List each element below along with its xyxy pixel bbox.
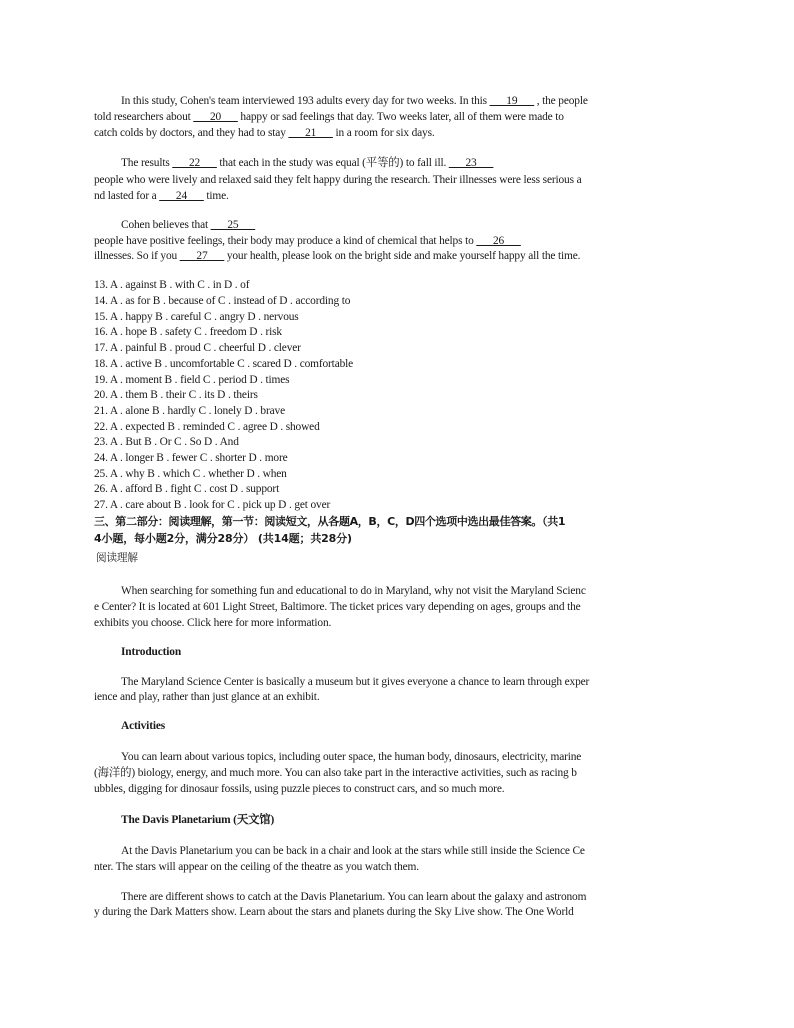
question-16: 16. A . hope B . safety C . freedom D . risk [94, 326, 282, 338]
planetarium-p1-line1: At the Davis Planetarium you can be back in a chair and look at the stars while still inside the Science Ce [121, 845, 585, 857]
passage1-p3-line3 [94, 249, 704, 265]
question-27: 27. A . care about B . look for C . pick up D . get over [94, 499, 331, 511]
passage1-p3-line1 [121, 218, 731, 234]
blank-22: ___22___ [172, 157, 217, 169]
question-21: 21. A . alone B . hardly C . lonely D . brave [94, 405, 285, 417]
question-14: 14. A . as for B . because of C . instead of D . according to [94, 295, 351, 307]
blank-24: ___24___ [159, 190, 204, 202]
activities-line2: (海洋的) biology, energy, and much more. You can also take part in the interactive activities, such as racing b [94, 767, 577, 779]
question-23: 23. A . But B . Or C . So D . And [94, 436, 239, 448]
passage1-p2-line1 [121, 156, 731, 172]
passage1-p1-line1 [121, 94, 731, 110]
blank-23: ___23___ [448, 157, 494, 169]
question-19: 19. A . moment B . field C . period D . times [94, 374, 290, 386]
blank-25: ___25___ [210, 219, 256, 231]
question-18: 18. A . active B . uncomfortable C . scared D . comfortable [94, 358, 354, 370]
text: , the people [534, 95, 588, 107]
text: told researchers about [94, 111, 194, 123]
blank-27: ___27___ [179, 250, 225, 262]
question-13: 13. A . against B . with C . in D . of [94, 279, 250, 291]
text: people have positive feelings, their body may produce a kind of chemical that helps to [94, 235, 477, 247]
passage2-intro-line1: When searching for something fun and educational to do in Maryland, why not visit the Maryland Scienc [121, 585, 586, 597]
activities-line3: ubbles, digging for dinosaur fossils, using puzzle pieces to construct cars, and so much more. [94, 783, 505, 795]
text: catch colds by doctors, and they had to stay [94, 127, 289, 139]
passage2-intro-line2: e Center? It is located at 601 Light Street, Baltimore. The ticket prices vary depending on ages, groups and the [94, 601, 581, 613]
text: Cohen believes that [121, 219, 211, 231]
text: time. [203, 190, 229, 202]
passage1-p3-line2 [94, 234, 704, 250]
blank-26: ___26___ [476, 235, 521, 247]
planetarium-p2-line1: There are different shows to catch at the Davis Planetarium. You can learn about the galaxy and astronom [121, 891, 587, 903]
section-subheading: 阅读理解 [96, 552, 138, 564]
question-22: 22. A . expected B . reminded C . agree D . showed [94, 421, 320, 433]
text: The results [121, 157, 173, 169]
text: your health, please look on the bright side and make yourself happy all the time. [224, 250, 581, 262]
passage1-p2-line3 [94, 189, 704, 205]
introduction-line1: The Maryland Science Center is basically a museum but it gives everyone a chance to learn through exper [121, 676, 590, 688]
section-heading-line1: 三、第二部分：阅读理解，第一节：阅读短文，从各题A，B，C，D四个选项中选出最佳答案。（共1 [94, 515, 566, 528]
text: happy or sad feelings that day. Two weeks later, all of them were made to [237, 111, 564, 123]
question-24: 24. A . longer B . fewer C . shorter D . more [94, 452, 288, 464]
text: in a room for six days. [332, 127, 435, 139]
passage1-p1-line3 [94, 126, 704, 142]
blank-20: ___20___ [193, 111, 238, 123]
heading-introduction: Introduction [121, 646, 182, 658]
planetarium-p1-line2: nter. The stars will appear on the ceiling of the theatre as you watch them. [94, 861, 419, 873]
question-15: 15. A . happy B . careful C . angry D . nervous [94, 311, 299, 323]
planetarium-p2-line2: y during the Dark Matters show. Learn about the stars and planets during the Sky Live show. The One World [94, 906, 574, 918]
text: illnesses. So if you [94, 250, 180, 262]
question-17: 17. A . painful B . proud C . cheerful D . clever [94, 342, 301, 354]
heading-planetarium: The Davis Planetarium (天文馆) [121, 814, 275, 826]
activities-line1: You can learn about various topics, including outer space, the human body, dinosaurs, electricity, marine [121, 751, 582, 763]
heading-activities: Activities [121, 720, 166, 732]
passage1-p1-line2 [94, 110, 704, 126]
passage2-intro-line3: exhibits you choose. Click here for more information. [94, 617, 332, 629]
question-26: 26. A . afford B . fight C . cost D . support [94, 483, 280, 495]
blank-21: ___21___ [288, 127, 333, 139]
text: In this study, Cohen's team interviewed 193 adults every day for two weeks. In this [121, 95, 490, 107]
text: that each in the study was equal (平等的) to fall ill. [216, 157, 449, 169]
passage1-p2-line2: people who were lively and relaxed said they felt happy during the research. Their illnesses were less serious a [94, 174, 582, 186]
question-20: 20. A . them B . their C . its D . theirs [94, 389, 258, 401]
question-25: 25. A . why B . which C . whether D . when [94, 468, 287, 480]
section-heading-line2: 4小题，每小题2分，满分28分） (共14题；共28分) [94, 532, 352, 545]
introduction-line2: ience and play, rather than just glance at an exhibit. [94, 691, 320, 703]
blank-19: ___19___ [489, 95, 535, 107]
text: nd lasted for a [94, 190, 160, 202]
